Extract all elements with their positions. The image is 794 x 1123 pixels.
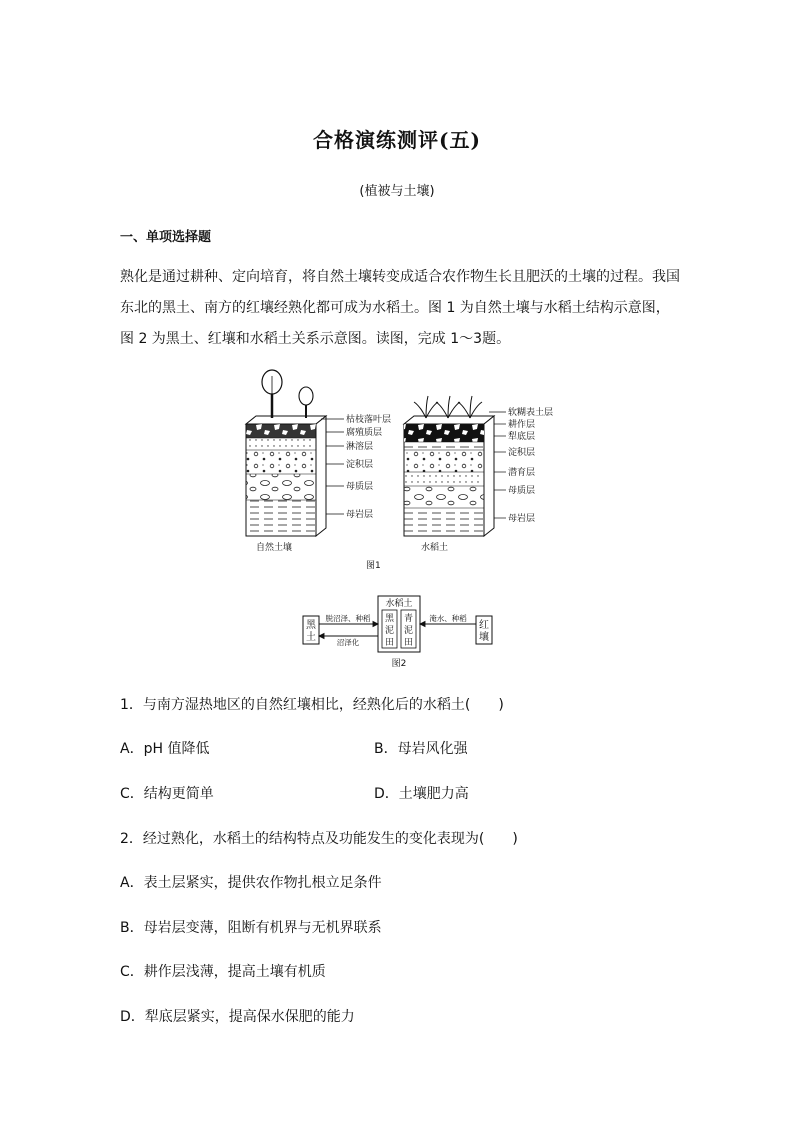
section-heading: 一、单项选择题 — [120, 230, 212, 245]
layer-label: 淀积层 — [508, 448, 536, 458]
figure-caption-right: 水稻土 — [421, 543, 449, 553]
layer-label: 淋溶层 — [346, 442, 374, 452]
page-subtitle: (植被与土壤) — [359, 184, 435, 199]
layer-label: 淀积层 — [346, 460, 374, 470]
layer-label: 母质层 — [508, 486, 536, 496]
layer-label: 软糊表土层 — [508, 408, 554, 418]
figure-caption-left: 自然土壤 — [256, 543, 293, 553]
arrow-label: 脱沼泽、种稻 — [325, 614, 371, 623]
tree-icon — [262, 370, 282, 418]
box-char: 青 — [403, 614, 414, 624]
layer-label: 枯枝落叶层 — [346, 415, 392, 425]
box-char: 壤 — [479, 632, 489, 643]
question-1-option-a: A．pH 值降低 — [120, 741, 210, 757]
page-title: 合格演练测评(五) — [313, 128, 481, 152]
question-1-stem: 1．与南方湿热地区的自然红壤相比，经熟化后的水稻土( ) — [120, 697, 504, 713]
question-2-option-d: D．犁底层紧实，提高保水保肥的能力 — [120, 1009, 355, 1025]
box-char: 黑 — [384, 614, 395, 624]
rice-plant-icon — [414, 396, 482, 418]
question-2-option-a: A．表土层紧实，提供农作物扎根立足条件 — [120, 875, 382, 891]
layer-label: 犁底层 — [508, 432, 536, 442]
box-char: 土 — [306, 632, 316, 643]
center-title: 水稻土 — [385, 599, 413, 609]
layer-label: 耕作层 — [508, 420, 536, 430]
layer-label: 母质层 — [346, 482, 374, 492]
tree-icon — [299, 387, 313, 418]
arrow-label: 沼泽化 — [336, 638, 360, 647]
figure-2-relationship — [300, 590, 500, 672]
arrow-label: 淹水、种稻 — [429, 614, 467, 623]
question-1-option-b: B．母岩风化强 — [374, 741, 468, 757]
arrow-left-icon — [420, 622, 425, 627]
arrow-left-icon — [319, 634, 324, 639]
layer-label: 潜育层 — [508, 468, 536, 478]
box-char: 泥 — [384, 626, 395, 636]
paddy-soil-block — [404, 396, 506, 536]
intro-line: 图 2 为黑土、红壤和水稻土关系示意图。读图，完成 1～3题。 — [120, 331, 511, 347]
box-char: 红 — [479, 620, 489, 631]
layer-label: 母岩层 — [346, 510, 374, 520]
figure-1-caption: 图1 — [366, 561, 381, 571]
question-1-option-c: C．结构更简单 — [120, 786, 214, 802]
intro-line: 东北的黑土、南方的红壤经熟化都可成为水稻土。图 1 为自然土壤与水稻土结构示意图， — [120, 300, 670, 316]
figure-1-soil-profiles — [236, 366, 566, 576]
intro-line: 熟化是通过耕种、定向培育，将自然土壤转变成适合农作物生长且肥沃的土壤的过程。我国 — [120, 269, 680, 285]
box-char: 泥 — [403, 626, 414, 636]
layer-label: 母岩层 — [508, 514, 536, 524]
question-2-stem: 2．经过熟化，水稻土的结构特点及功能发生的变化表现为( ) — [120, 831, 518, 847]
layer-label: 腐殖质层 — [346, 428, 383, 438]
box-char: 黑 — [306, 620, 316, 631]
question-2-option-b: B．母岩层变薄，阻断有机界与无机界联系 — [120, 920, 382, 936]
figure-2-caption: 图2 — [391, 659, 407, 669]
natural-soil-block — [246, 370, 344, 536]
arrow-right-icon — [373, 622, 378, 627]
question-1-option-d: D．土壤肥力高 — [374, 786, 469, 802]
box-char: 田 — [384, 638, 395, 648]
intro-paragraph — [120, 262, 680, 355]
box-char: 田 — [403, 638, 414, 648]
question-2-option-c: C．耕作层浅薄，提高土壤有机质 — [120, 964, 326, 980]
